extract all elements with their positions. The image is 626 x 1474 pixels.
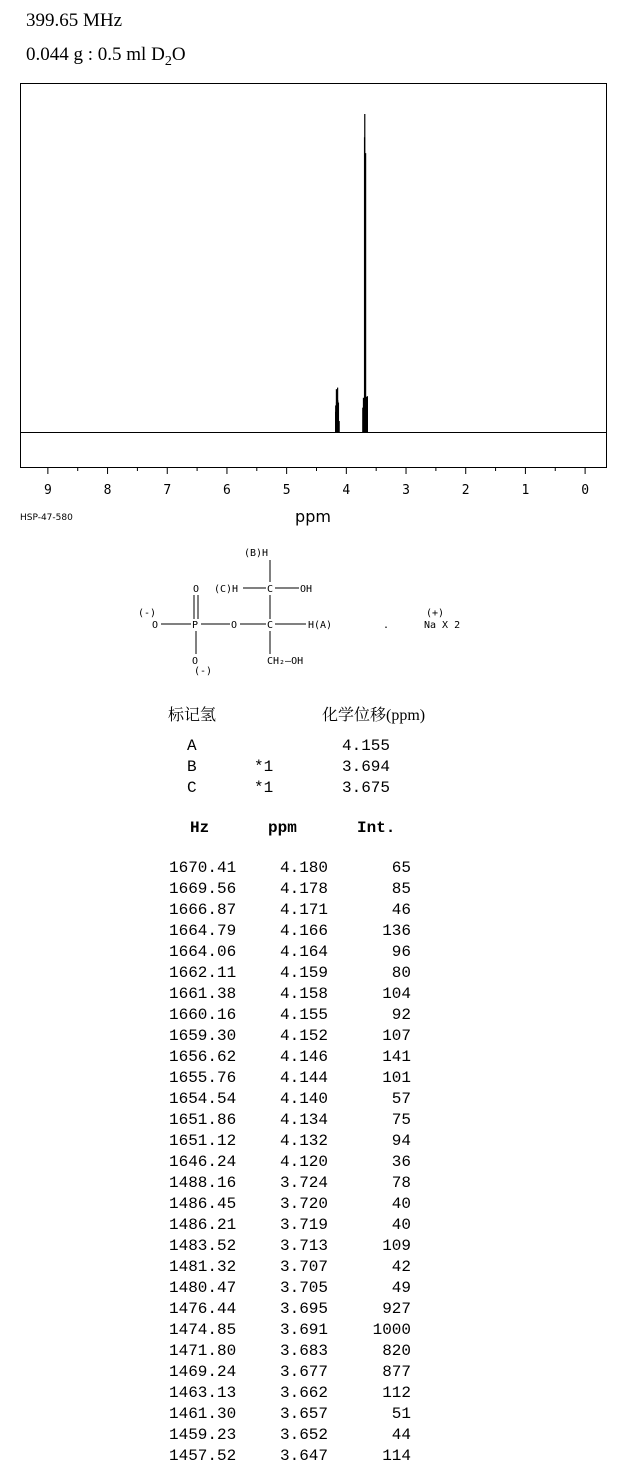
peak-ppm: 4.132 xyxy=(280,1132,329,1150)
peak-int: 107 xyxy=(382,1027,411,1045)
peak-int: 927 xyxy=(382,1300,411,1318)
peak-ppm: 4.178 xyxy=(280,880,329,898)
struct-dot: . xyxy=(383,620,390,631)
peak-ppm: 3.657 xyxy=(280,1405,329,1423)
peak-hz: 1670.41 xyxy=(169,859,237,877)
struct-o-bottom: O xyxy=(192,656,199,667)
peak-ppm: 4.166 xyxy=(280,922,329,940)
peak-hz: 1469.24 xyxy=(169,1363,237,1381)
sample-suffix: O xyxy=(171,44,186,65)
struct-na-charge: (+) xyxy=(426,608,445,619)
assignment-row-shift: 4.155 xyxy=(342,737,391,755)
peak-hz: 1659.30 xyxy=(169,1027,237,1045)
peak-hz: 1471.80 xyxy=(169,1342,237,1360)
plot-frame xyxy=(21,84,607,468)
struct-h-a: H(A) xyxy=(308,620,333,631)
sample-subscript: 2 xyxy=(164,53,172,69)
peak-int: 136 xyxy=(382,922,411,940)
peak-int: 75 xyxy=(391,1111,411,1129)
peak-hz: 1655.76 xyxy=(169,1069,237,1087)
peak-hz: 1461.30 xyxy=(169,1405,237,1423)
assignment-row-label: C xyxy=(187,779,197,797)
x-axis-ticks xyxy=(44,467,589,498)
peak-ppm: 3.695 xyxy=(280,1300,329,1318)
struct-oh1: OH xyxy=(300,584,313,595)
assignment-row-note: *1 xyxy=(254,758,274,776)
peak-hz: 1486.45 xyxy=(169,1195,237,1213)
struct-ch2oh: CH₂—OH xyxy=(267,656,304,667)
peak-hz: 1664.79 xyxy=(169,922,237,940)
peak-int: 40 xyxy=(391,1216,411,1234)
peak-ppm: 3.724 xyxy=(280,1174,329,1192)
peak-table-header-int: Int. xyxy=(357,819,396,837)
peak-ppm: 3.720 xyxy=(280,1195,329,1213)
x-tick-label: 3 xyxy=(402,483,410,498)
x-tick-label: 5 xyxy=(282,483,291,498)
peak-hz: 1488.16 xyxy=(169,1174,237,1192)
x-tick-label: 8 xyxy=(103,483,112,498)
assignment-row-shift: 3.675 xyxy=(342,779,391,797)
nmr-spectrum-chart xyxy=(0,80,626,530)
struct-c1: C xyxy=(267,584,274,595)
peak-ppm: 3.683 xyxy=(280,1342,329,1360)
peak-int: 51 xyxy=(391,1405,411,1423)
peak-int: 101 xyxy=(382,1069,411,1087)
assignment-row-shift: 3.694 xyxy=(342,758,391,776)
struct-b-h: (B)H xyxy=(244,548,269,559)
peak-table-header-hz: Hz xyxy=(190,819,210,837)
peak-hz: 1656.62 xyxy=(169,1048,237,1066)
peak-ppm: 3.677 xyxy=(280,1363,329,1381)
peak-int: 104 xyxy=(382,985,411,1003)
peak-int: 46 xyxy=(391,901,411,919)
x-tick-label: 6 xyxy=(223,483,231,498)
peak-int: 1000 xyxy=(372,1321,411,1339)
peak-int: 57 xyxy=(391,1090,411,1108)
struct-c2: C xyxy=(267,620,274,631)
chemical-structure xyxy=(130,540,500,680)
peak-int: 78 xyxy=(391,1174,411,1192)
spectrometer-frequency: 399.65 MHz xyxy=(26,10,123,31)
peak-int: 94 xyxy=(391,1132,411,1150)
peak-ppm: 3.647 xyxy=(280,1447,329,1465)
peak-ppm: 3.713 xyxy=(280,1237,329,1255)
peak-ppm: 4.158 xyxy=(280,985,329,1003)
x-tick-label: 1 xyxy=(521,483,530,498)
peak-int: 85 xyxy=(391,880,411,898)
peak-ppm: 3.662 xyxy=(280,1384,329,1402)
peak-int: 96 xyxy=(391,943,411,961)
peak-ppm: 4.134 xyxy=(280,1111,329,1129)
peak-ppm: 4.140 xyxy=(280,1090,329,1108)
struct-na: Na X 2 xyxy=(424,620,461,631)
peak-ppm: 4.152 xyxy=(280,1027,329,1045)
assignment-row-label: A xyxy=(187,737,197,755)
peak-ppm: 4.159 xyxy=(280,964,329,982)
peak-int: 49 xyxy=(391,1279,411,1297)
struct-c-h: (C)H xyxy=(214,584,239,595)
peak-hz: 1669.56 xyxy=(169,880,237,898)
x-tick-label: 4 xyxy=(342,483,351,498)
peak-int: 92 xyxy=(391,1006,411,1024)
peak-hz: 1664.06 xyxy=(169,943,237,961)
sample-prefix: 0.044 g : 0.5 ml D xyxy=(26,44,165,65)
peak-ppm: 4.146 xyxy=(280,1048,329,1066)
peak-hz: 1463.13 xyxy=(169,1384,237,1402)
assignment-header-shift: 化学位移(ppm) xyxy=(322,707,426,724)
peak-hz: 1651.86 xyxy=(169,1111,237,1129)
peak-hz: 1654.54 xyxy=(169,1090,237,1108)
peak-hz: 1459.23 xyxy=(169,1426,237,1444)
peak-layer xyxy=(336,114,368,433)
peak-hz: 1476.44 xyxy=(169,1300,237,1318)
struct-o-mid: O xyxy=(231,620,238,631)
x-tick-label: 7 xyxy=(163,483,172,498)
peak-hz: 1486.21 xyxy=(169,1216,237,1234)
assignment-header-label: 标记氢 xyxy=(168,707,217,724)
peak-int: 80 xyxy=(391,964,411,982)
peak-ppm: 3.705 xyxy=(280,1279,329,1297)
peak-int: 36 xyxy=(391,1153,411,1171)
assignment-row-note: *1 xyxy=(254,779,274,797)
peak-int: 112 xyxy=(382,1384,411,1402)
x-axis-label: ppm xyxy=(295,507,331,526)
peak-ppm: 4.155 xyxy=(280,1006,329,1024)
peak-hz: 1457.52 xyxy=(169,1447,237,1465)
peak-ppm: 4.144 xyxy=(280,1069,329,1087)
peak-int: 40 xyxy=(391,1195,411,1213)
peak-int: 114 xyxy=(382,1447,411,1465)
peak-int: 877 xyxy=(382,1363,411,1381)
peak-ppm: 3.719 xyxy=(280,1216,329,1234)
peak-hz: 1646.24 xyxy=(169,1153,237,1171)
peak-ppm: 4.120 xyxy=(280,1153,329,1171)
struct-o-top: O xyxy=(193,584,200,595)
struct-neg2: (-) xyxy=(194,666,213,677)
peak-int: 42 xyxy=(391,1258,411,1276)
peak-hz: 1666.87 xyxy=(169,901,237,919)
peak-ppm: 3.652 xyxy=(280,1426,329,1444)
peak-ppm: 4.171 xyxy=(280,901,329,919)
struct-neg1: (-) xyxy=(138,608,157,619)
peak-table-header-ppm: ppm xyxy=(268,819,297,837)
x-tick-label: 2 xyxy=(461,483,470,498)
peak-hz: 1662.11 xyxy=(169,964,237,982)
peak-hz: 1660.16 xyxy=(169,1006,237,1024)
spectrum-code: HSP-47-580 xyxy=(20,513,73,523)
peak-ppm: 4.164 xyxy=(280,943,329,961)
peak-hz: 1481.32 xyxy=(169,1258,237,1276)
peak-hz: 1483.52 xyxy=(169,1237,237,1255)
peak-hz: 1661.38 xyxy=(169,985,237,1003)
peak-ppm: 4.180 xyxy=(280,859,329,877)
peak-int: 141 xyxy=(382,1048,411,1066)
peak-int: 820 xyxy=(382,1342,411,1360)
peak-ppm: 3.707 xyxy=(280,1258,329,1276)
struct-o-left: O xyxy=(152,620,159,631)
struct-p: P xyxy=(192,620,199,631)
peak-hz: 1651.12 xyxy=(169,1132,237,1150)
assignment-row-label: B xyxy=(187,758,197,776)
peak-hz: 1480.47 xyxy=(169,1279,237,1297)
x-tick-label: 9 xyxy=(43,483,52,498)
peak-int: 65 xyxy=(391,859,411,877)
x-tick-label: 0 xyxy=(581,483,590,498)
sample-concentration xyxy=(26,44,186,70)
peak-ppm: 3.691 xyxy=(280,1321,329,1339)
peak-hz: 1474.85 xyxy=(169,1321,237,1339)
peak-int: 44 xyxy=(391,1426,411,1444)
peak-int: 109 xyxy=(382,1237,411,1255)
